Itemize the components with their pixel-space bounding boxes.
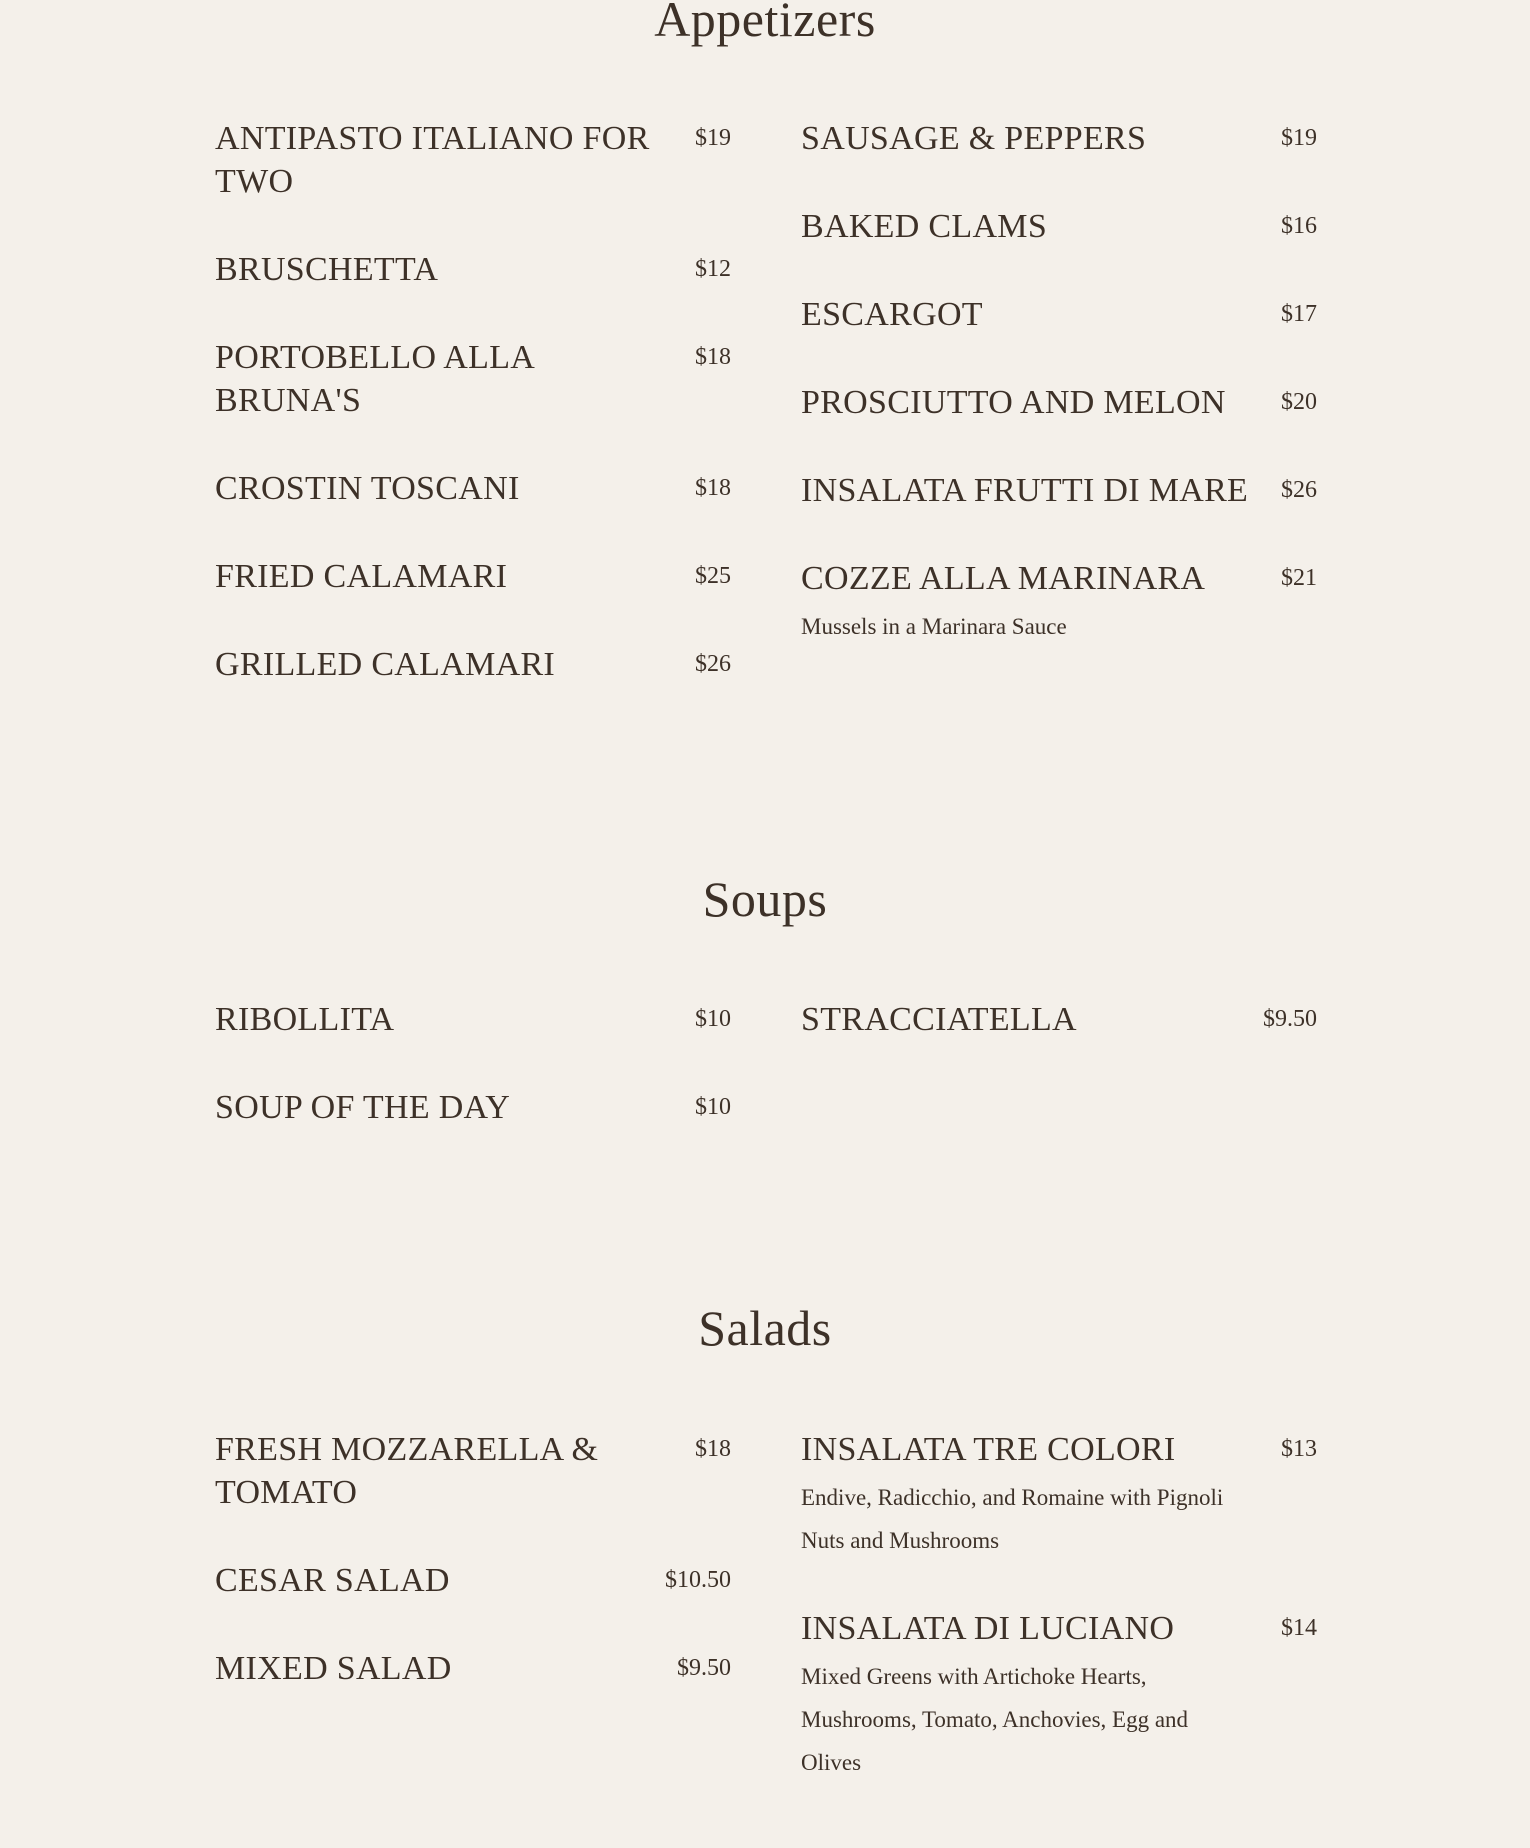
menu-item bbox=[801, 293, 1317, 336]
menu-item bbox=[801, 1428, 1317, 1562]
menu-item-price: $18 bbox=[695, 344, 731, 370]
menu-item-price: $9.50 bbox=[1263, 1006, 1317, 1032]
menu-item-name: PROSCIUTTO AND MELON bbox=[801, 384, 1226, 421]
menu-item bbox=[215, 248, 731, 291]
menu-item-name: FRIED CALAMARI bbox=[215, 558, 508, 595]
menu-item-price: $18 bbox=[695, 475, 731, 501]
menu-item-name: STRACCIATELLA bbox=[801, 1001, 1077, 1038]
menu-item bbox=[801, 469, 1317, 512]
menu-item bbox=[215, 555, 731, 598]
menu-item bbox=[215, 1428, 731, 1514]
menu-item-description: Mixed Greens with Artichoke Hearts, Mushrooms, Tomato, Anchovies, Egg and Olives bbox=[801, 1664, 1189, 1775]
section-title-appetizers: Appetizers bbox=[654, 0, 876, 47]
menu-item bbox=[801, 1607, 1317, 1784]
menu-item-price: $21 bbox=[1281, 565, 1317, 591]
menu-item-price: $12 bbox=[695, 256, 731, 282]
salads-right-column bbox=[801, 1428, 1317, 1829]
menu-item-price: $13 bbox=[1281, 1436, 1317, 1462]
menu-item-name: PORTOBELLO ALLA BRUNA'S bbox=[215, 339, 534, 419]
menu-item bbox=[215, 1086, 731, 1129]
appetizers-right-column bbox=[801, 117, 1317, 693]
menu-item-name: INSALATA TRE COLORI bbox=[801, 1431, 1176, 1468]
menu-item bbox=[215, 336, 731, 422]
menu-item-price: $9.50 bbox=[677, 1655, 731, 1681]
menu-item-name: RIBOLLITA bbox=[215, 1001, 395, 1038]
menu-item bbox=[801, 117, 1317, 160]
menu-item-name: CROSTIN TOSCANI bbox=[215, 470, 520, 507]
soups-right-column bbox=[801, 998, 1317, 1086]
menu-item-price: $10 bbox=[695, 1006, 731, 1032]
menu-item-price: $25 bbox=[695, 563, 731, 589]
menu-item bbox=[801, 381, 1317, 424]
menu-item bbox=[215, 467, 731, 510]
menu-item-price: $10 bbox=[695, 1094, 731, 1120]
menu-item-name: ANTIPASTO ITALIANO FOR TWO bbox=[215, 120, 650, 200]
menu-item-price: $20 bbox=[1281, 389, 1317, 415]
menu-item bbox=[215, 1559, 731, 1602]
menu-item-name: ESCARGOT bbox=[801, 296, 983, 333]
menu-item-price: $16 bbox=[1281, 213, 1317, 239]
salads-left-column bbox=[215, 1428, 731, 1735]
menu-item bbox=[801, 205, 1317, 248]
menu-item-name: FRESH MOZZARELLA & TOMATO bbox=[215, 1431, 599, 1511]
section-title-soups: Soups bbox=[702, 871, 828, 927]
menu-item-name: INSALATA DI LUCIANO bbox=[801, 1610, 1175, 1647]
menu-item-price: $17 bbox=[1281, 301, 1317, 327]
menu-item-name: GRILLED CALAMARI bbox=[215, 646, 556, 683]
menu-item-name: COZZE ALLA MARINARA bbox=[801, 560, 1206, 597]
menu-item-name: SOUP OF THE DAY bbox=[215, 1089, 511, 1126]
menu-item bbox=[215, 117, 731, 203]
menu-item-price: $19 bbox=[1281, 125, 1317, 151]
menu-item bbox=[215, 1647, 731, 1690]
menu-item-name: CESAR SALAD bbox=[215, 1562, 450, 1599]
menu-item-name: BRUSCHETTA bbox=[215, 251, 439, 288]
menu-item-price: $19 bbox=[695, 125, 731, 151]
menu-item-price: $10.50 bbox=[665, 1567, 731, 1593]
soups-left-column bbox=[215, 998, 731, 1174]
menu-item bbox=[801, 998, 1317, 1041]
menu-item-price: $26 bbox=[695, 651, 731, 677]
appetizers-left-column bbox=[215, 117, 731, 731]
menu-item-description: Endive, Radicchio, and Romaine with Pignoli Nuts and Mushrooms bbox=[801, 1485, 1224, 1553]
menu-item bbox=[801, 557, 1317, 648]
menu-item-name: BAKED CLAMS bbox=[801, 208, 1048, 245]
menu-item-price: $26 bbox=[1281, 477, 1317, 503]
menu-item bbox=[215, 643, 731, 686]
section-title-salads: Salads bbox=[698, 1300, 832, 1356]
menu-item-name: INSALATA FRUTTI DI MARE bbox=[801, 472, 1249, 509]
menu-item-price: $14 bbox=[1281, 1615, 1317, 1641]
menu-item-name: SAUSAGE & PEPPERS bbox=[801, 120, 1147, 157]
menu-item bbox=[215, 998, 731, 1041]
menu-item-description: Mussels in a Marinara Sauce bbox=[801, 614, 1067, 639]
menu-item-price: $18 bbox=[695, 1436, 731, 1462]
menu-item-name: MIXED SALAD bbox=[215, 1650, 452, 1687]
